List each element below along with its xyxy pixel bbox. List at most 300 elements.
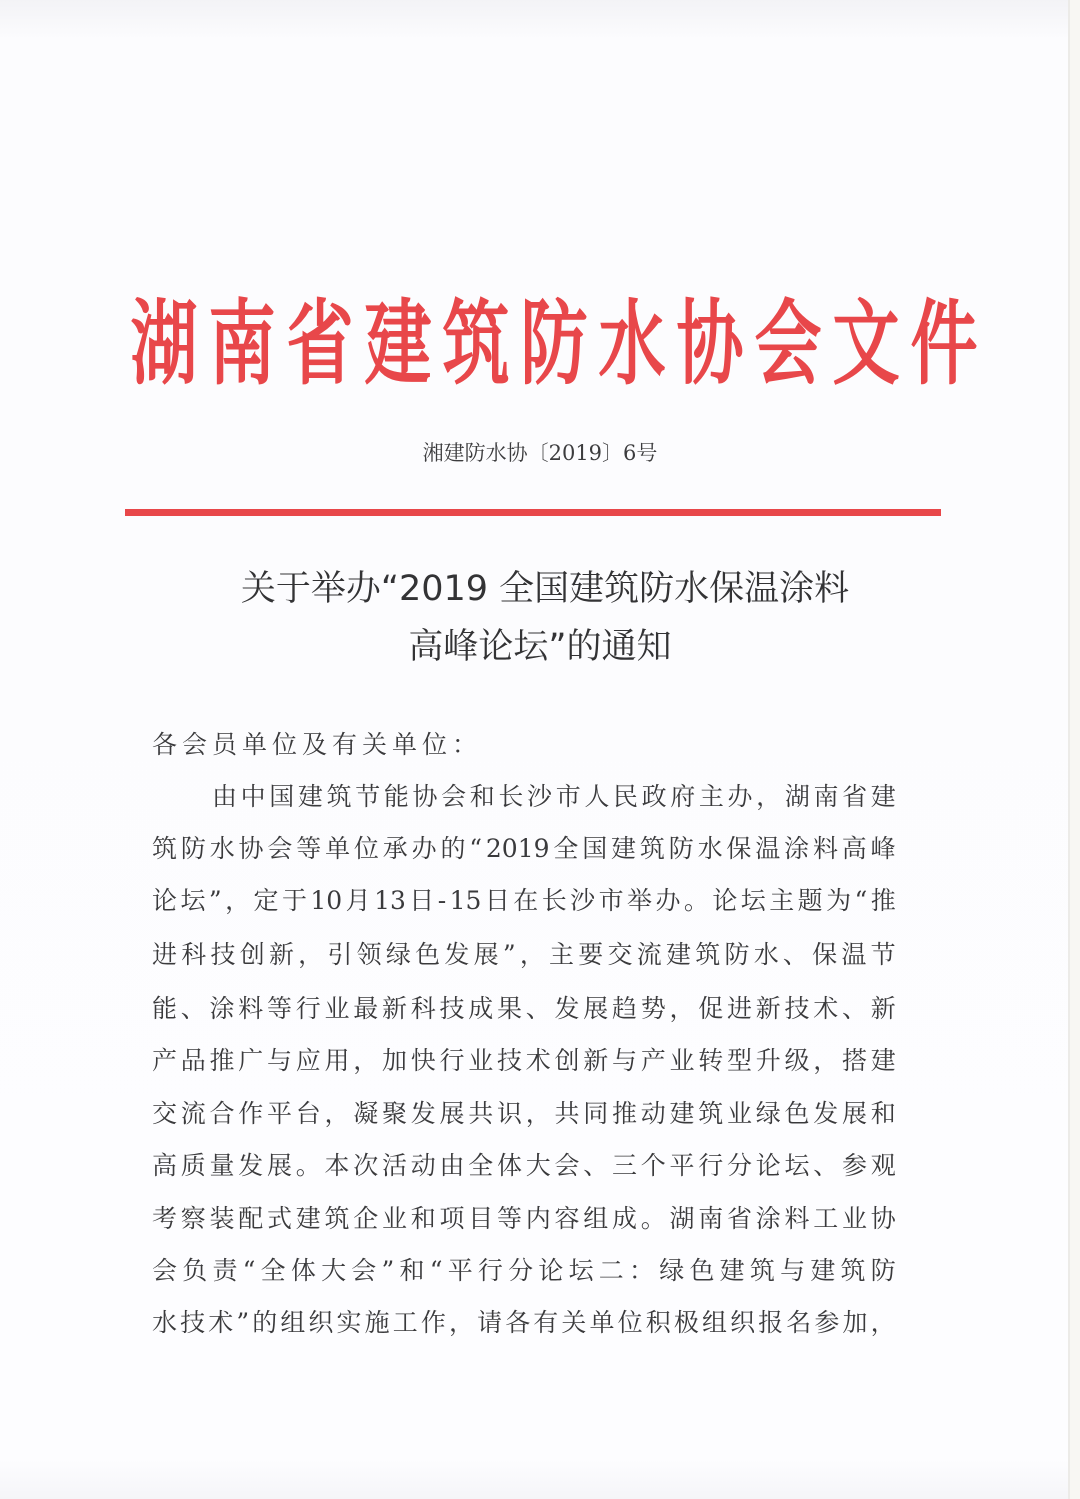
body-line-text xyxy=(212,780,896,814)
glyph: 展 xyxy=(267,1151,293,1180)
glyph: 定 xyxy=(253,886,279,915)
glyph: 体 xyxy=(497,1151,523,1180)
glyph: 水 xyxy=(753,940,779,969)
glyph: 工 xyxy=(392,1308,418,1337)
glyph: 促 xyxy=(698,994,724,1023)
glyph: 筑 xyxy=(326,782,352,811)
body-line xyxy=(152,1097,896,1131)
glyph: 涂 xyxy=(209,994,235,1023)
glyph: 领 xyxy=(356,940,382,969)
glyph: 观 xyxy=(870,1151,896,1180)
glyph: 筑 xyxy=(695,940,721,969)
glyph: 高 xyxy=(841,834,867,863)
glyph: 考 xyxy=(152,1204,178,1233)
glyph: 行 xyxy=(698,1151,724,1180)
glyph: 加 xyxy=(842,1308,868,1337)
body-line-text xyxy=(152,832,896,866)
glyph: 会 xyxy=(152,1256,178,1285)
glyph: 平 xyxy=(669,1151,695,1180)
glyph: 、 xyxy=(782,940,808,969)
glyph: 企 xyxy=(353,1204,379,1233)
document-number: 湘建防水协〔2019〕6号 xyxy=(422,441,658,465)
glyph: 平 xyxy=(447,1256,473,1285)
glyph: ” xyxy=(502,940,516,969)
glyph: 国 xyxy=(582,834,608,863)
glyph: ” xyxy=(208,886,222,915)
glyph: 10 xyxy=(310,886,343,915)
glyph: 有 xyxy=(533,1308,559,1337)
glyph: 级 xyxy=(784,1046,810,1075)
glyph: 筑 xyxy=(840,1256,866,1285)
glyph: 果 xyxy=(497,994,523,1023)
header-char: 建 xyxy=(364,290,432,399)
glyph: 民 xyxy=(612,782,638,811)
glyph: 会 xyxy=(267,834,293,863)
glyph: 坛 xyxy=(740,886,766,915)
glyph: ， xyxy=(756,782,782,811)
glyph: 项 xyxy=(439,1204,465,1233)
body-line xyxy=(152,992,896,1026)
glyph: 应 xyxy=(295,1046,321,1075)
glyph: 。 xyxy=(295,1151,321,1180)
glyph: 防 xyxy=(180,834,206,863)
glyph: 、 xyxy=(525,994,551,1023)
glyph: 保 xyxy=(812,940,838,969)
glyph: 大 xyxy=(321,1256,347,1285)
glyph: 业 xyxy=(727,1099,753,1128)
glyph: 术 xyxy=(525,1046,551,1075)
glyph: 业 xyxy=(842,1204,868,1233)
glyph: 由 xyxy=(212,782,238,811)
body-line-text xyxy=(152,992,896,1026)
glyph: 料 xyxy=(238,994,264,1023)
glyph: 保 xyxy=(726,834,752,863)
glyph: 组 xyxy=(583,1204,609,1233)
glyph: 分 xyxy=(508,1256,534,1285)
glyph: 次 xyxy=(353,1151,379,1180)
glyph: 质 xyxy=(180,1151,206,1180)
glyph: 于 xyxy=(281,886,307,915)
glyph: 长 xyxy=(541,886,567,915)
glyph: ， xyxy=(298,940,324,969)
glyph: 型 xyxy=(727,1046,753,1075)
glyph: 请 xyxy=(477,1308,503,1337)
glyph: 绿 xyxy=(755,1099,781,1128)
glyph: 业 xyxy=(382,1204,408,1233)
body-line-text xyxy=(152,1202,896,1236)
glyph: 节 xyxy=(870,940,896,969)
glyph: 论 xyxy=(755,1151,781,1180)
glyph: 日 xyxy=(484,886,510,915)
glyph: 色 xyxy=(784,1099,810,1128)
glyph: 技 xyxy=(439,994,465,1023)
glyph: 交 xyxy=(607,940,633,969)
glyph: ： xyxy=(629,1256,655,1285)
glyph: 量 xyxy=(209,1151,235,1180)
glyph: 与 xyxy=(780,1256,806,1285)
glyph: 发 xyxy=(444,940,470,969)
glyph: 建 xyxy=(295,1204,321,1233)
body-line xyxy=(152,1254,896,1288)
glyph: 技 xyxy=(180,1308,206,1337)
glyph: 等 xyxy=(267,994,293,1023)
glyph: 引 xyxy=(327,940,353,969)
glyph: 实 xyxy=(336,1308,362,1337)
glyph: 创 xyxy=(554,1046,580,1075)
glyph: 行 xyxy=(295,994,321,1023)
body-line xyxy=(152,1149,896,1183)
glyph: 、 xyxy=(180,994,206,1023)
header-char: 协 xyxy=(676,290,744,399)
glyph: 水 xyxy=(697,834,723,863)
issuer-red-header xyxy=(125,290,978,400)
glyph: 主 xyxy=(549,940,575,969)
body-line xyxy=(152,1202,896,1236)
glyph: 技 xyxy=(784,994,810,1023)
glyph: 办 xyxy=(727,782,753,811)
glyph: 日 xyxy=(409,886,435,915)
glyph: 论 xyxy=(538,1256,564,1285)
glyph: 业 xyxy=(669,1046,695,1075)
glyph: 。 xyxy=(683,886,709,915)
body-line xyxy=(152,1044,896,1078)
glyph: ， xyxy=(813,1046,839,1075)
glyph: 色 xyxy=(689,1256,715,1285)
glyph: 识 xyxy=(497,1099,523,1128)
glyph: 推 xyxy=(612,1099,638,1128)
glyph: 同 xyxy=(583,1099,609,1128)
glyph: 防 xyxy=(668,834,694,863)
glyph: 广 xyxy=(238,1046,264,1075)
glyph: 作 xyxy=(238,1099,264,1128)
glyph: 加 xyxy=(382,1046,408,1075)
glyph: 坛 xyxy=(784,1151,810,1180)
header-char: 文 xyxy=(832,290,900,399)
glyph: 参 xyxy=(842,1151,868,1180)
notice-title-line-1: 关于举办“2019 全国建筑防水保温涂料 xyxy=(240,569,850,609)
glyph: 全 xyxy=(468,1151,494,1180)
glyph: “ xyxy=(469,834,483,863)
glyph: 升 xyxy=(755,1046,781,1075)
glyph: 协 xyxy=(870,1204,896,1233)
glyph: 展 xyxy=(583,994,609,1023)
glyph: 、 xyxy=(813,1151,839,1180)
body-line-text xyxy=(152,1149,896,1183)
paper-margin xyxy=(1070,0,1080,1499)
glyph: 合 xyxy=(209,1099,235,1128)
glyph: 等 xyxy=(296,834,322,863)
glyph: 月 xyxy=(345,886,371,915)
glyph: 筑 xyxy=(152,834,178,863)
glyph: 论 xyxy=(152,886,178,915)
glyph: 坛 xyxy=(180,886,206,915)
glyph: 大 xyxy=(525,1151,551,1180)
glyph: 装 xyxy=(209,1204,235,1233)
glyph: 位 xyxy=(353,834,379,863)
glyph: 单 xyxy=(325,834,351,863)
body-line xyxy=(152,1306,896,1340)
body-line-text xyxy=(152,1306,896,1340)
glyph: 湖 xyxy=(669,1204,695,1233)
glyph: 建 xyxy=(870,782,896,811)
glyph: 国 xyxy=(269,782,295,811)
body-line-text xyxy=(152,1097,896,1131)
glyph: ， xyxy=(525,1099,551,1128)
glyph: 动 xyxy=(410,1151,436,1180)
glyph: 关 xyxy=(561,1308,587,1337)
glyph: 名 xyxy=(786,1308,812,1337)
glyph: 全 xyxy=(260,1256,286,1285)
glyph: 会 xyxy=(554,1151,580,1180)
glyph: 湖 xyxy=(784,782,810,811)
glyph: 和 xyxy=(870,1099,896,1128)
glyph: 。 xyxy=(640,1204,666,1233)
glyph: 极 xyxy=(673,1308,699,1337)
glyph: 新 xyxy=(268,940,294,969)
glyph: 交 xyxy=(152,1099,178,1128)
glyph: 高 xyxy=(152,1151,178,1180)
glyph: 组 xyxy=(701,1308,727,1337)
glyph: 题 xyxy=(797,886,823,915)
glyph: 织 xyxy=(308,1308,334,1337)
glyph: 、 xyxy=(842,994,868,1023)
glyph: 省 xyxy=(842,782,868,811)
body-line-text xyxy=(152,938,896,972)
glyph: 建 xyxy=(669,1099,695,1128)
glyph: 峰 xyxy=(870,834,896,863)
body-line-text xyxy=(152,1044,896,1078)
body-line-text xyxy=(152,1254,896,1288)
header-char: 会 xyxy=(754,290,822,399)
glyph: 南 xyxy=(813,782,839,811)
glyph: ， xyxy=(225,886,251,915)
glyph: 和 xyxy=(410,1204,436,1233)
glyph: 13 xyxy=(374,886,406,915)
glyph: 为 xyxy=(826,886,852,915)
glyph: 温 xyxy=(841,940,867,969)
glyph: 节 xyxy=(355,782,381,811)
glyph: - xyxy=(437,886,447,915)
glyph: 展 xyxy=(473,940,499,969)
glyph: 目 xyxy=(468,1204,494,1233)
glyph: ， xyxy=(519,940,545,969)
glyph: 平 xyxy=(267,1099,293,1128)
glyph: 工 xyxy=(813,1204,839,1233)
glyph: 筑 xyxy=(324,1204,350,1233)
glyph: 术 xyxy=(813,994,839,1023)
glyph: 绿 xyxy=(659,1256,685,1285)
glyph: 凝 xyxy=(353,1099,379,1128)
glyph: 成 xyxy=(468,994,494,1023)
glyph: 在 xyxy=(513,886,539,915)
glyph: 发 xyxy=(813,1099,839,1128)
glyph: 论 xyxy=(712,886,738,915)
glyph: 协 xyxy=(238,834,264,863)
glyph: 作 xyxy=(420,1308,446,1337)
body-line xyxy=(212,780,896,814)
glyph: 等 xyxy=(497,1204,523,1233)
glyph: 个 xyxy=(640,1151,666,1180)
glyph: 容 xyxy=(554,1204,580,1233)
glyph: 业 xyxy=(468,1046,494,1075)
glyph: 报 xyxy=(758,1308,784,1337)
glyph: “ xyxy=(429,1256,443,1285)
glyph: 最 xyxy=(353,994,379,1023)
glyph: 发 xyxy=(410,1099,436,1128)
glyph: ” xyxy=(381,1256,395,1285)
glyph: 新 xyxy=(583,1046,609,1075)
glyph: 技 xyxy=(497,1046,523,1075)
glyph: 台 xyxy=(295,1099,321,1128)
glyph: 动 xyxy=(640,1099,666,1128)
glyph: 式 xyxy=(267,1204,293,1233)
glyph: 要 xyxy=(578,940,604,969)
glyph: ， xyxy=(353,1046,379,1075)
glyph: 共 xyxy=(468,1099,494,1128)
salutation xyxy=(152,728,896,762)
glyph: 业 xyxy=(324,994,350,1023)
glyph: 协 xyxy=(412,782,438,811)
glyph: 聚 xyxy=(382,1099,408,1128)
glyph: 察 xyxy=(180,1204,206,1233)
glyph: 全 xyxy=(553,834,579,863)
glyph: 搭 xyxy=(842,1046,868,1075)
glyph: 的 xyxy=(252,1308,278,1337)
glyph: 建 xyxy=(297,782,323,811)
glyph: 市 xyxy=(555,782,581,811)
glyph: 技 xyxy=(210,940,236,969)
glyph: 防 xyxy=(870,1256,896,1285)
glyph: 积 xyxy=(645,1308,671,1337)
body-line xyxy=(152,938,896,972)
glyph: 分 xyxy=(727,1151,753,1180)
header-char: 省 xyxy=(286,290,354,399)
glyph: 新 xyxy=(755,994,781,1023)
glyph: 单 xyxy=(589,1308,615,1337)
glyph: 快 xyxy=(410,1046,436,1075)
header-char: 湖 xyxy=(130,290,198,399)
glyph: 主 xyxy=(698,782,724,811)
body-line xyxy=(152,832,896,866)
body-line xyxy=(152,884,896,918)
glyph: 转 xyxy=(698,1046,724,1075)
header-char: 件 xyxy=(910,290,978,399)
red-separator-rule xyxy=(125,509,941,516)
glyph: 会 xyxy=(351,1256,377,1285)
glyph: 坛 xyxy=(568,1256,594,1285)
glyph: 筑 xyxy=(749,1256,775,1285)
glyph: ， xyxy=(870,1308,896,1337)
glyph: 能 xyxy=(152,994,178,1023)
glyph: 势 xyxy=(640,994,666,1023)
glyph: 建 xyxy=(665,940,691,969)
glyph: 水 xyxy=(152,1308,178,1337)
glyph: ， xyxy=(324,1099,350,1128)
glyph: 举 xyxy=(627,886,653,915)
glyph: 施 xyxy=(364,1308,390,1337)
glyph: 政 xyxy=(641,782,667,811)
glyph: 料 xyxy=(784,1204,810,1233)
glyph: 趋 xyxy=(612,994,638,1023)
glyph: 新 xyxy=(870,994,896,1023)
header-char: 南 xyxy=(208,290,276,399)
glyph: 行 xyxy=(477,1256,503,1285)
glyph: 府 xyxy=(670,782,696,811)
glyph: 本 xyxy=(324,1151,350,1180)
glyph: 15 xyxy=(449,886,482,915)
glyph: 建 xyxy=(611,834,637,863)
header-char: 防 xyxy=(520,290,588,399)
glyph: 涂 xyxy=(755,1204,781,1233)
glyph: 防 xyxy=(724,940,750,969)
glyph: 筑 xyxy=(639,834,665,863)
glyph: 与 xyxy=(612,1046,638,1075)
glyph: 办 xyxy=(411,834,437,863)
paper-edge xyxy=(1068,0,1070,1499)
glyph: 会 xyxy=(441,782,467,811)
glyph: 与 xyxy=(267,1046,293,1075)
notice-title-line-2: 高峰论坛”的通知 xyxy=(408,627,672,667)
glyph: 展 xyxy=(439,1099,465,1128)
glyph: 展 xyxy=(842,1099,868,1128)
glyph: 行 xyxy=(439,1046,465,1075)
glyph: 建 xyxy=(719,1256,745,1285)
glyph: 人 xyxy=(584,782,610,811)
header-char: 水 xyxy=(598,290,666,399)
glyph: ， xyxy=(448,1308,474,1337)
glyph: 承 xyxy=(382,834,408,863)
glyph: 体 xyxy=(290,1256,316,1285)
glyph: 进 xyxy=(727,994,753,1023)
glyph: 用 xyxy=(324,1046,350,1075)
glyph: 内 xyxy=(525,1204,551,1233)
glyph: 科 xyxy=(181,940,207,969)
glyph: 沙 xyxy=(570,886,596,915)
glyph: 共 xyxy=(554,1099,580,1128)
glyph: 和 xyxy=(399,1256,425,1285)
glyph: 术 xyxy=(208,1308,234,1337)
glyph: 建 xyxy=(870,1046,896,1075)
glyph: 流 xyxy=(180,1099,206,1128)
glyph: 科 xyxy=(410,994,436,1023)
glyph: 新 xyxy=(382,994,408,1023)
glyph: 流 xyxy=(636,940,662,969)
glyph: 水 xyxy=(209,834,235,863)
glyph: 二 xyxy=(598,1256,624,1285)
glyph: 能 xyxy=(383,782,409,811)
glyph: ， xyxy=(669,994,695,1023)
body-line-text xyxy=(152,884,896,918)
glyph: 推 xyxy=(870,886,896,915)
glyph: 市 xyxy=(598,886,624,915)
glyph: 责 xyxy=(212,1256,238,1285)
glyph: 推 xyxy=(209,1046,235,1075)
glyph: 办 xyxy=(655,886,681,915)
glyph: 和 xyxy=(469,782,495,811)
glyph: 的 xyxy=(440,834,466,863)
glyph: 中 xyxy=(240,782,266,811)
glyph: 负 xyxy=(182,1256,208,1285)
glyph: 南 xyxy=(698,1204,724,1233)
glyph: 筑 xyxy=(698,1099,724,1128)
glyph: ” xyxy=(236,1308,250,1337)
glyph: 建 xyxy=(810,1256,836,1285)
glyph: 三 xyxy=(612,1151,638,1180)
glyph: 位 xyxy=(617,1308,643,1337)
salutation-text: 各会员单位及有关单位： xyxy=(152,730,483,759)
glyph: 涂 xyxy=(784,834,810,863)
glyph: 品 xyxy=(180,1046,206,1075)
